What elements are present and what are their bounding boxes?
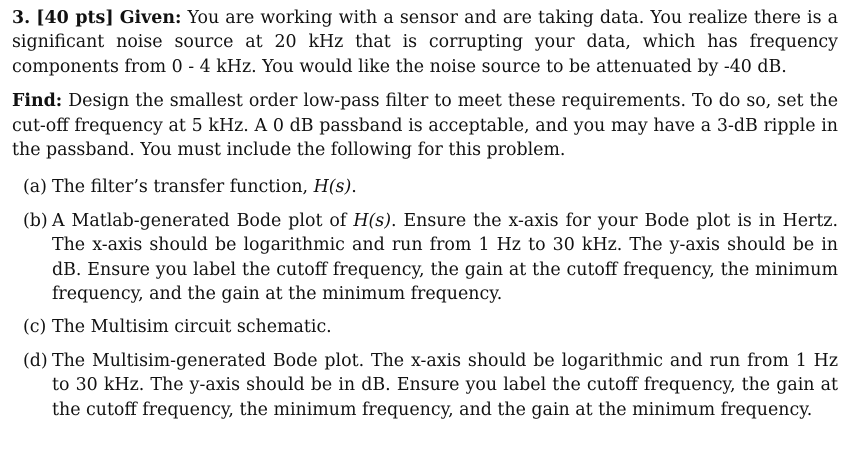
part-text-end: . Ensure the x-axis for your Bode plot is in Hertz. The x-axis should be logarithmic and run from 1 Hz to 30 kHz. The y-axis should be in dB. Ensure you label the cutoff frequency, the gain at the cutoff frequency, the minimum frequency, and the gain at the minimum frequency.: [52, 210, 839, 305]
transfer-function-math: H(s): [353, 210, 391, 231]
part-label: (b): [23, 210, 48, 231]
part-label: (c): [23, 317, 47, 338]
find-paragraph: [12, 89, 838, 162]
list-item: [12, 209, 838, 307]
part-text: The Multisim circuit schematic.: [52, 317, 332, 338]
given-text: You are working with a sensor and are taking data. You realize there is a significant noise source at 20 kHz that is corrupting your data, which has frequency components from 0 - 4 kHz. You would like the noise source to be attenuated by -40 dB.: [12, 8, 839, 77]
part-text: The filter’s transfer function,: [52, 177, 314, 198]
list-item: [12, 315, 838, 339]
find-text: Design the smallest order low-pass filter to meet these requirements. To do so, set the cut-off frequency at 5 kHz. A 0 dB passband is acceptable, and you may have a 3-dB ripple in the passband. You must include the following for this problem.: [12, 91, 839, 161]
find-label: Find:: [12, 91, 63, 112]
problem-document: [12, 6, 838, 431]
part-label: (d): [23, 350, 48, 371]
part-text: The Multisim-generated Bode plot. The x-axis should be logarithmic and run from 1 Hz to 30 kHz. The y-axis should be in dB. Ensure you label the cutoff frequency, the gain at the cutoff frequency, the minimum frequency, and the gain at the minimum frequency.: [52, 350, 838, 420]
part-text-end: .: [351, 177, 357, 198]
list-item: [12, 175, 838, 199]
parts-list: [12, 175, 838, 422]
part-text: A Matlab-generated Bode plot of: [52, 210, 354, 231]
given-label: Given:: [119, 8, 182, 28]
list-item: [12, 349, 838, 422]
problem-number: 3.: [12, 8, 31, 28]
given-paragraph: [12, 6, 838, 79]
problem-points: [40 pts]: [36, 8, 114, 28]
transfer-function-math: H(s): [313, 177, 352, 198]
part-label: (a): [23, 177, 47, 198]
